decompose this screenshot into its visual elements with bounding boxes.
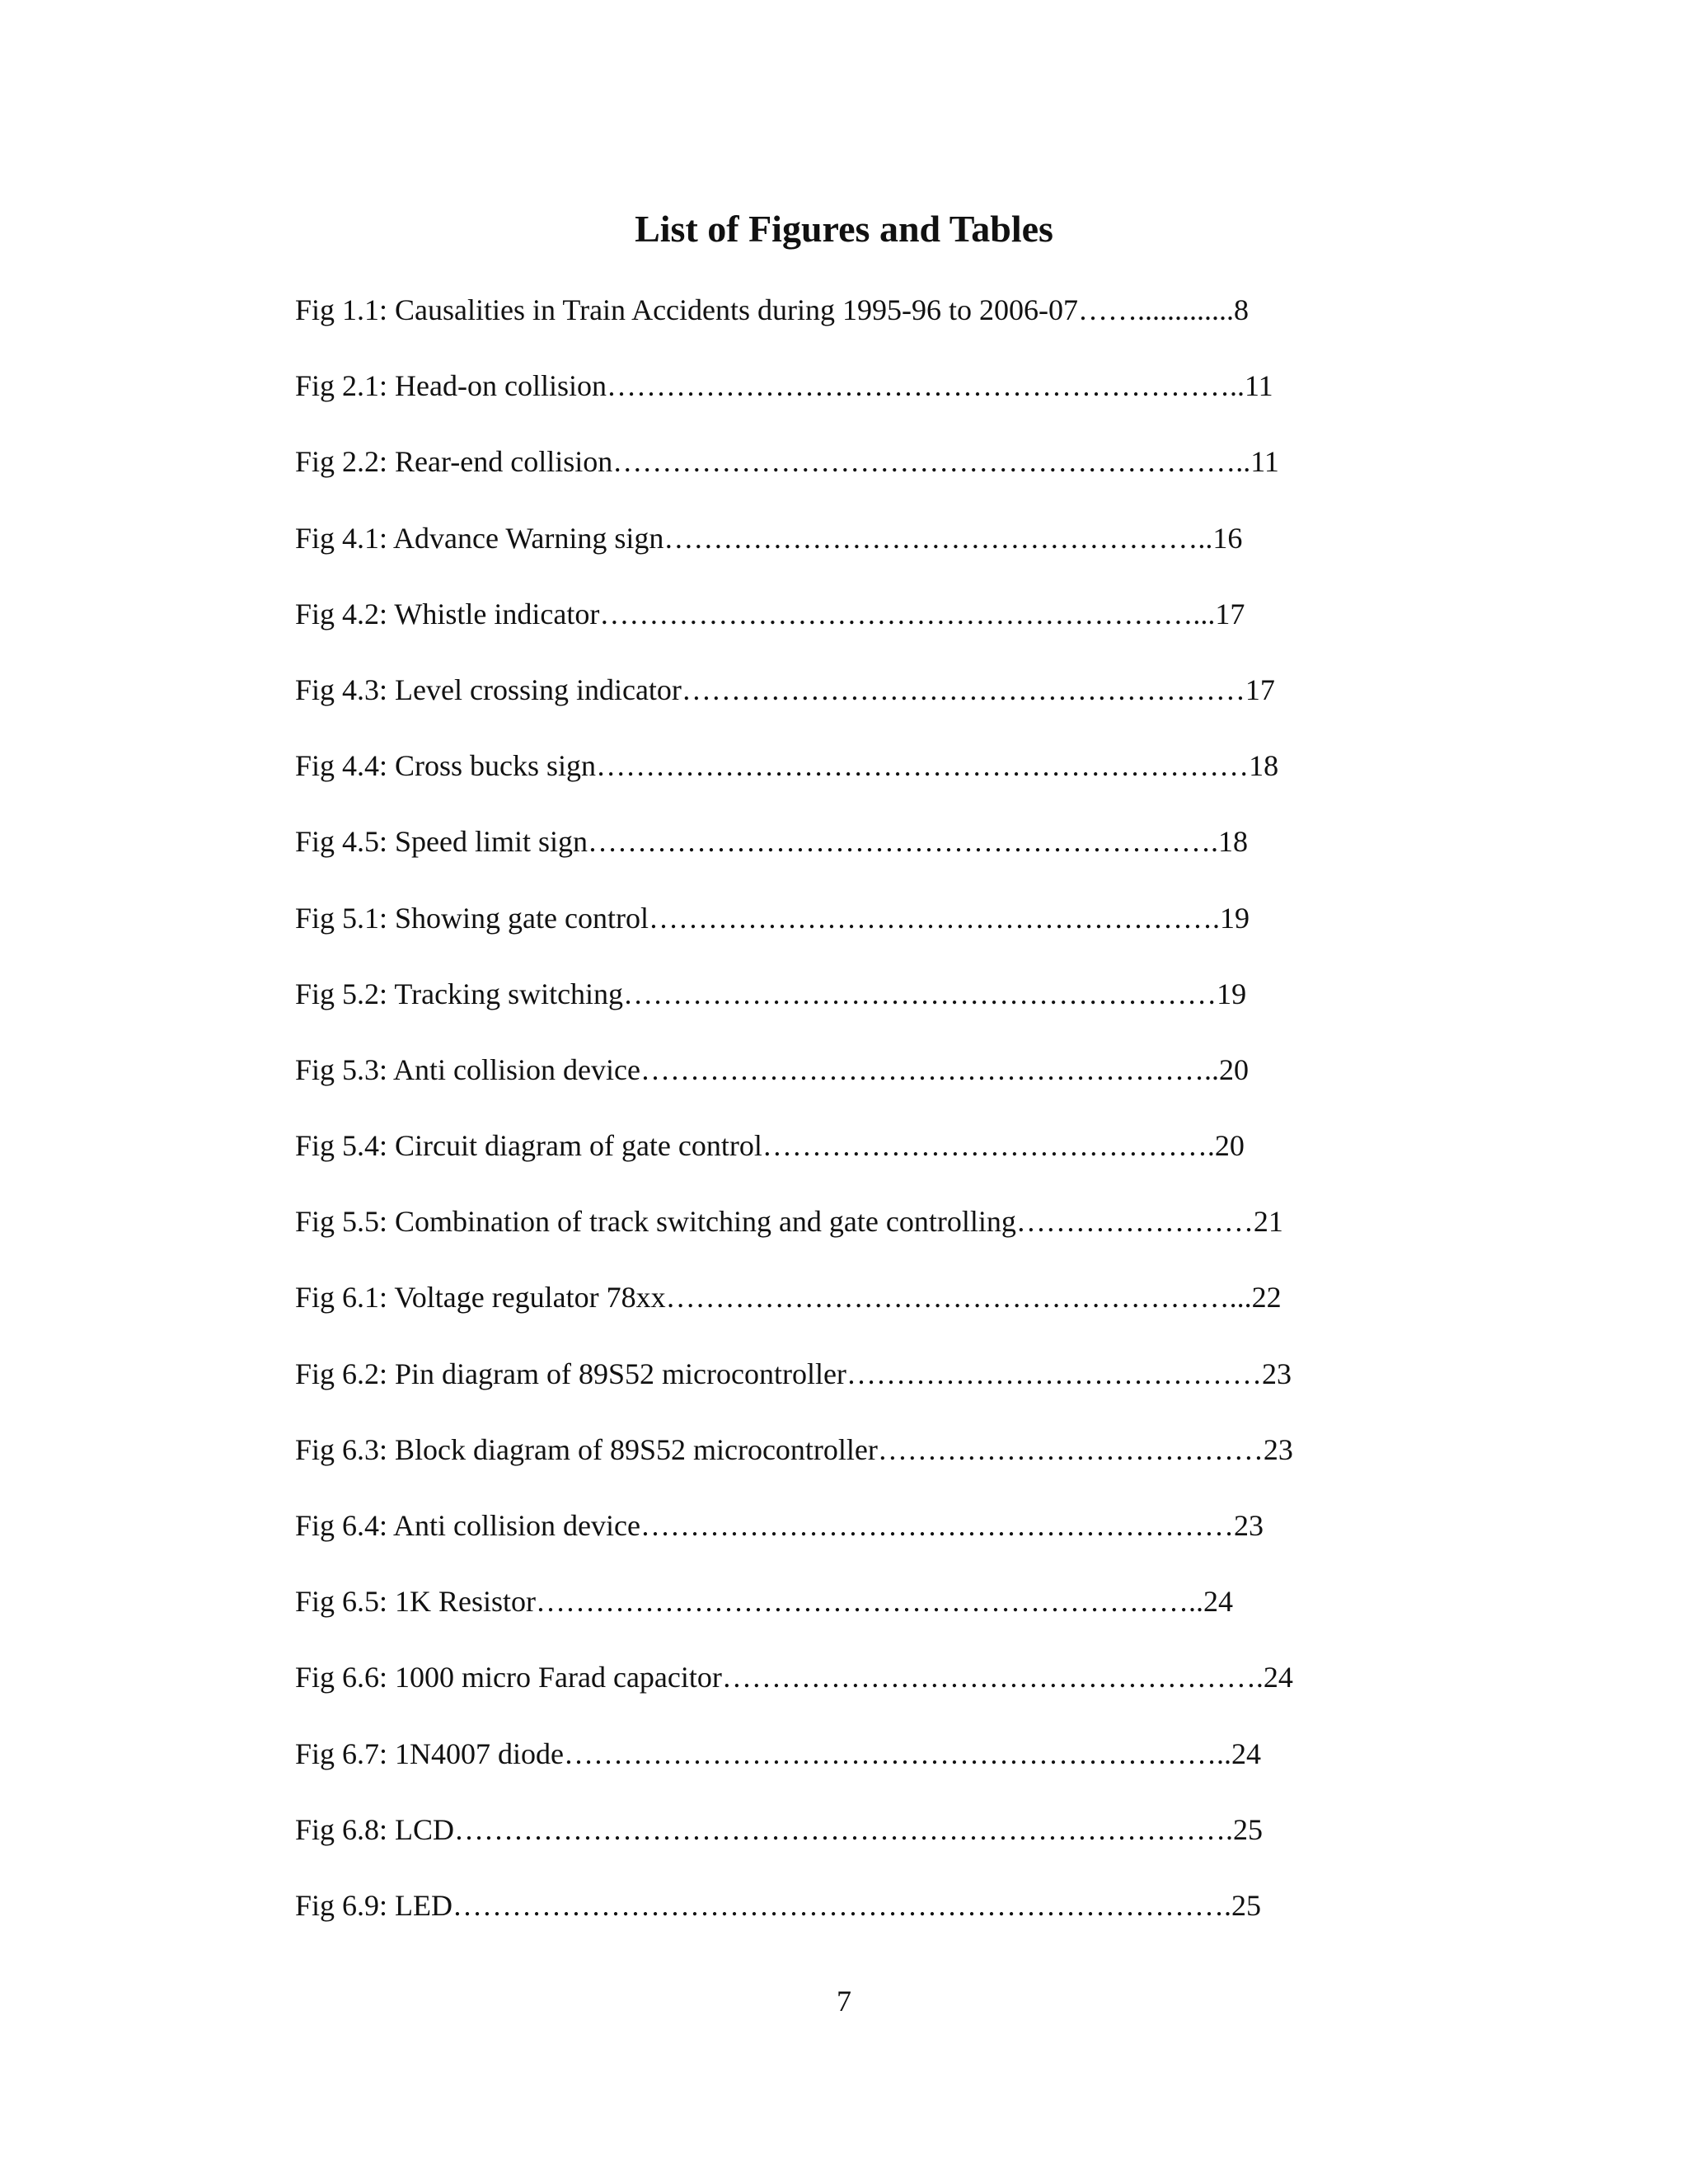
figure-caption: 1N4007 diode (395, 1736, 565, 1770)
figure-caption: Cross bucks sign (395, 749, 597, 783)
list-item (295, 1652, 1416, 1728)
figure-caption: Level crossing indicator (395, 673, 682, 706)
figure-page-number: 8 (1233, 293, 1249, 326)
figure-page-number: 23 (1261, 1357, 1292, 1390)
list-item (295, 1577, 1416, 1652)
figure-label: Fig 5.2: (295, 977, 388, 1010)
dot-leader: ………………………………………………….. (640, 1052, 1219, 1086)
figure-caption: Anti collision device (393, 1052, 640, 1086)
list-item (295, 1121, 1416, 1197)
figure-page-number: 20 (1214, 1129, 1245, 1163)
figure-page-number: 24 (1203, 1585, 1234, 1619)
list-item (295, 817, 1416, 893)
figure-label: Fig 4.5: (295, 825, 388, 859)
figure-label: Fig 6.5: (295, 1585, 388, 1619)
dot-leader: ……………………………………………………….. (612, 445, 1251, 479)
figure-page-number: 18 (1249, 749, 1279, 783)
figure-label: Fig 6.9: (295, 1888, 388, 1922)
figure-label: Fig 5.3: (295, 1052, 388, 1086)
dot-leader: ………………………………………………………….. (536, 1585, 1204, 1619)
figure-label: Fig 6.6: (295, 1661, 388, 1694)
figure-caption: Block diagram of 89S52 microcontroller (395, 1432, 878, 1466)
dot-leader: ……………………………………………………………………. (454, 1812, 1234, 1846)
dot-leader: ……………………………………………………………………. (452, 1888, 1232, 1922)
figure-page-number: 25 (1231, 1888, 1262, 1922)
figure-page-number: 17 (1215, 597, 1245, 630)
figure-caption: Voltage regulator 78xx (394, 1281, 666, 1315)
dot-leader: ……............. (1077, 293, 1234, 326)
figure-label: Fig 6.1: (295, 1281, 388, 1315)
figure-label: Fig 6.4: (295, 1509, 388, 1542)
dot-leader: …………………… (1015, 1205, 1254, 1239)
figure-page-number: 21 (1253, 1205, 1283, 1239)
figure-label: Fig 5.1: (295, 901, 388, 935)
figure-caption: 1000 micro Farad capacitor (395, 1661, 722, 1694)
list-item (295, 1805, 1416, 1881)
figure-page-number: 20 (1218, 1052, 1249, 1086)
figure-label: Fig 4.4: (295, 749, 388, 783)
figure-page-number: 17 (1245, 673, 1275, 706)
dot-leader: …………………………………… (846, 1357, 1262, 1390)
figure-page-number: 19 (1219, 901, 1250, 935)
dot-leader: ………………………………………………… (681, 673, 1245, 706)
figure-label: Fig 1.1: (295, 293, 388, 326)
list-item (295, 1425, 1416, 1501)
figure-list (295, 285, 1416, 1957)
dot-leader: ……………………………………………………….. (606, 369, 1245, 403)
figure-caption: Rear-end collision (395, 445, 613, 479)
list-item (295, 1045, 1416, 1121)
figure-label: Fig 6.2: (295, 1357, 388, 1390)
dot-leader: ……………………………………………….. (663, 521, 1213, 555)
figure-caption: Speed limit sign (395, 825, 588, 859)
dot-leader: ………………………………………………………… (596, 749, 1250, 783)
figure-caption: Head-on collision (395, 369, 607, 403)
figure-caption: Anti collision device (393, 1509, 640, 1542)
figure-page-number: 23 (1263, 1432, 1293, 1466)
figure-caption: Pin diagram of 89S52 microcontroller (395, 1357, 846, 1390)
figure-label: Fig 5.5: (295, 1205, 388, 1239)
page-number: 7 (837, 1985, 851, 2018)
dot-leader: ……………………………………………………... (599, 597, 1216, 630)
figure-label: Fig 6.3: (295, 1432, 388, 1466)
figure-caption: Circuit diagram of gate control (395, 1129, 762, 1163)
figure-label: Fig 4.1: (295, 521, 388, 555)
figure-label: Fig 5.4: (295, 1129, 388, 1163)
figure-page-number: 18 (1218, 825, 1249, 859)
list-item (295, 665, 1416, 741)
list-item (295, 1881, 1416, 1957)
list-item (295, 969, 1416, 1045)
list-item (295, 741, 1416, 817)
figure-page-number: 11 (1250, 445, 1279, 479)
figure-caption: Showing gate control (395, 901, 649, 935)
figure-page-number: 25 (1233, 1812, 1264, 1846)
list-item (295, 589, 1416, 665)
figure-page-number: 16 (1212, 521, 1243, 555)
figure-caption: Combination of track switching and gate controlling (395, 1205, 1016, 1239)
list-item (295, 361, 1416, 437)
figure-label: Fig 4.2: (295, 597, 388, 630)
dot-leader: …………………………………………………… (640, 1509, 1234, 1542)
dot-leader: ………………………………………………………….. (564, 1736, 1232, 1770)
figure-label: Fig 2.1: (295, 369, 388, 403)
dot-leader: ………………………………………. (762, 1129, 1215, 1163)
figure-caption: 1K Resistor (395, 1585, 537, 1619)
figure-page-number: 24 (1263, 1661, 1293, 1694)
list-item (295, 893, 1416, 969)
figure-page-number: 23 (1233, 1509, 1264, 1542)
figure-page-number: 24 (1231, 1736, 1262, 1770)
figure-caption: LED (395, 1888, 453, 1922)
dot-leader: …………………………………………………. (648, 901, 1220, 935)
list-item (295, 1272, 1416, 1348)
dot-leader: ………………………………………………………. (588, 825, 1219, 859)
dot-leader: ………………………………… (877, 1432, 1264, 1466)
figure-label: Fig 2.2: (295, 445, 388, 479)
figure-caption: Tracking switching (394, 977, 624, 1010)
dot-leader: …………………………………………………… (623, 977, 1217, 1010)
figure-label: Fig 6.8: (295, 1812, 388, 1846)
figure-page-number: 19 (1217, 977, 1247, 1010)
list-item (295, 1501, 1416, 1577)
figure-caption: LCD (395, 1812, 455, 1846)
figure-caption: Whistle indicator (394, 597, 600, 630)
figure-page-number: 22 (1251, 1281, 1282, 1315)
dot-leader: ………………………………………………. (721, 1661, 1264, 1694)
list-item (295, 285, 1416, 361)
list-item (295, 513, 1416, 589)
figure-caption: Advance Warning sign (393, 521, 664, 555)
dot-leader: …………………………………………………... (665, 1281, 1252, 1315)
figure-caption: Causalities in Train Accidents during 1995-96 to 2006-07 (395, 293, 1078, 326)
list-item (295, 437, 1416, 513)
figure-page-number: 11 (1244, 369, 1273, 403)
figure-label: Fig 6.7: (295, 1736, 388, 1770)
list-item (295, 1197, 1416, 1272)
figure-label: Fig 4.3: (295, 673, 388, 706)
list-item (295, 1349, 1416, 1425)
page-title: List of Figures and Tables (635, 208, 1053, 250)
list-item (295, 1729, 1416, 1805)
